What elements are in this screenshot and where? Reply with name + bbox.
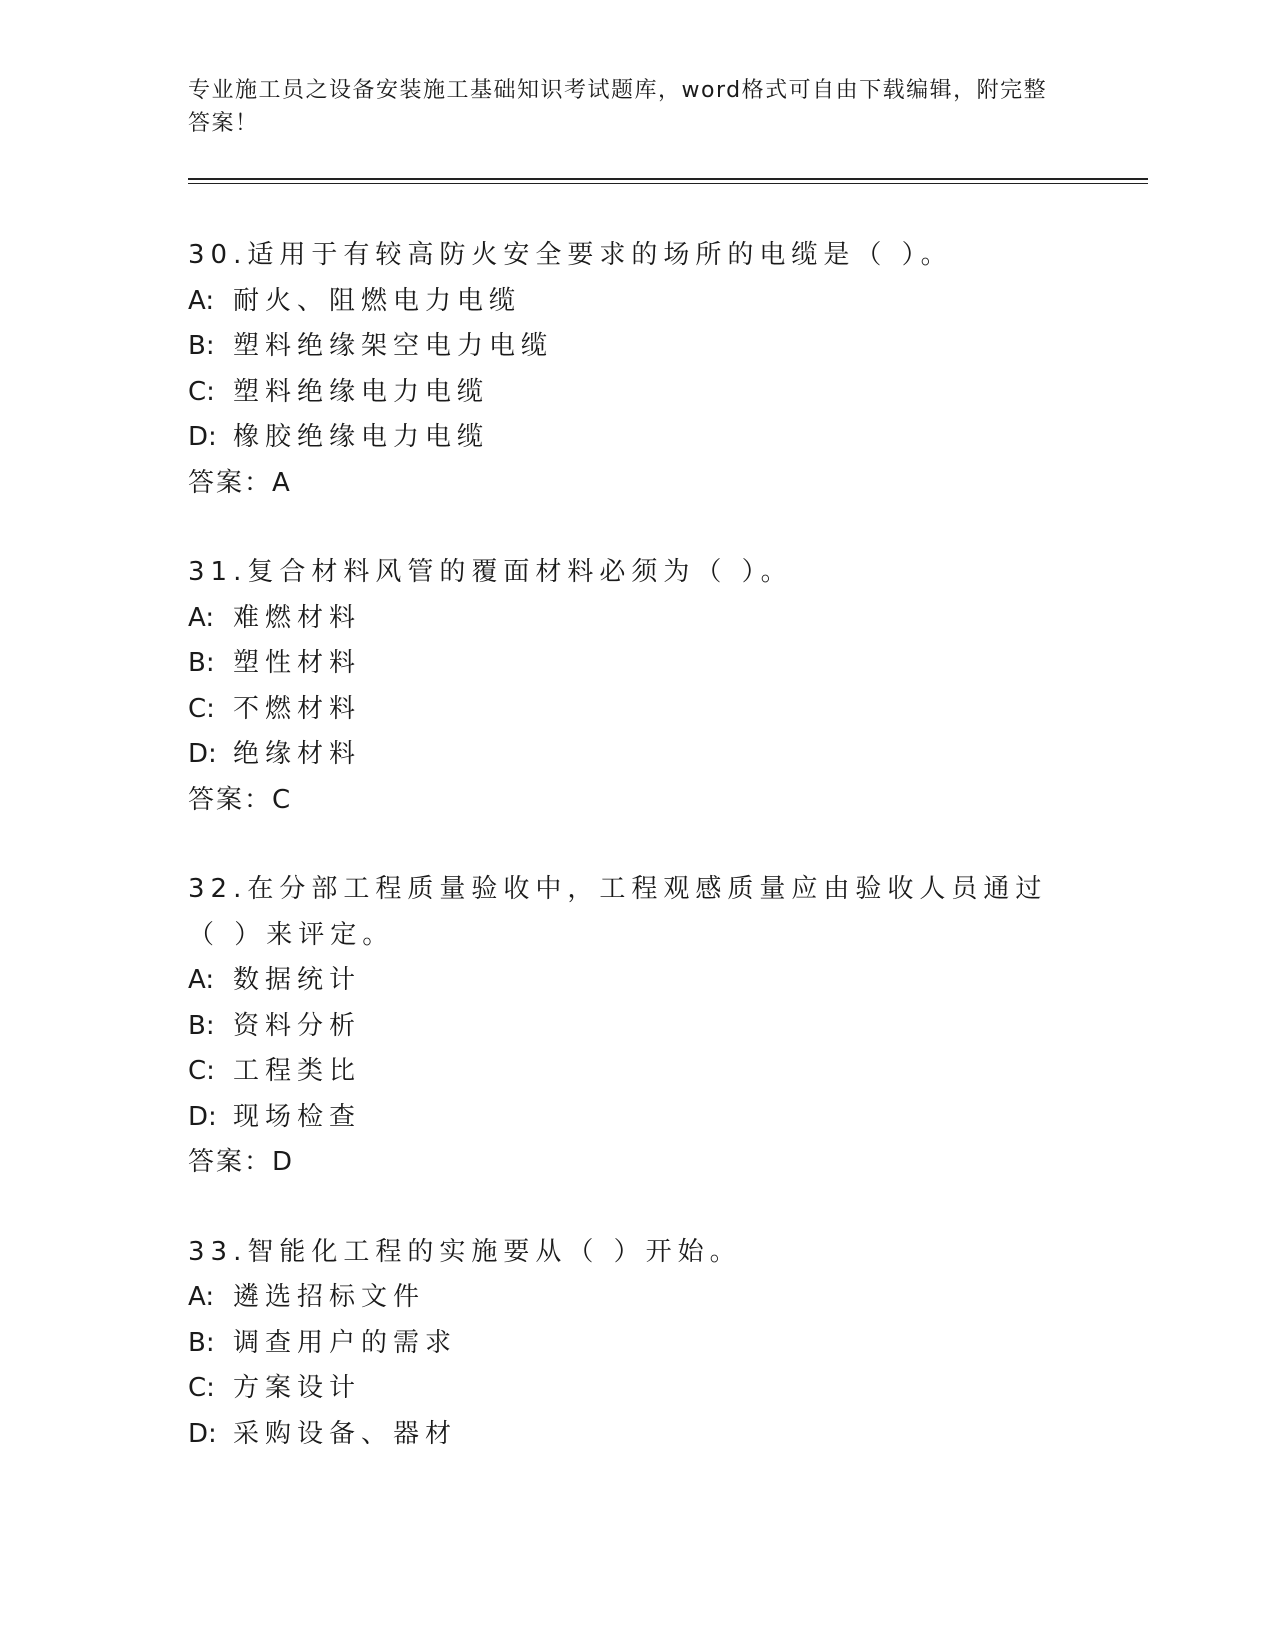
question-32 [188,867,1148,1186]
option-label: D: [188,422,217,452]
option-b [188,641,1148,687]
option-c [188,1366,1148,1412]
option-label: A: [188,965,215,995]
option-label: B: [188,1327,215,1358]
option-label: C: [188,1373,215,1403]
option-text: 塑料绝缘电力电缆 [233,376,490,407]
option-text: 现场检查 [233,1101,362,1132]
option-d [188,415,1148,461]
option-label: C: [188,1056,215,1086]
option-label: C: [188,693,215,724]
option-label: B: [188,648,215,678]
option-text: 工程类比 [233,1056,362,1086]
question-stem: 32.在分部工程质量验收中，工程观感质量应由验收人员通过（ ）来评定。 [188,874,1048,950]
option-text: 绝缘材料 [233,739,362,769]
option-a [188,279,1148,325]
document-header: 专业施工员之设备安装施工基础知识考试题库，word格式可自由下载编辑，附完整答案！ [188,78,1048,136]
option-b [188,1321,1148,1367]
option-text: 调查用户的需求 [233,1327,458,1358]
option-d [188,1412,1148,1458]
option-label: D: [188,1101,217,1132]
question-33 [188,1230,1148,1458]
option-c [188,370,1148,416]
option-text: 采购设备、器材 [233,1418,458,1449]
option-text: 遴选招标文件 [233,1282,426,1312]
option-a [188,958,1148,1004]
question-stem: 31.复合材料风管的覆面材料必须为（ ）。 [188,557,793,587]
option-b [188,324,1148,370]
option-text: 数据统计 [233,965,362,995]
option-text: 资料分析 [233,1010,362,1041]
option-label: A: [188,602,215,633]
option-d [188,1095,1148,1141]
answer-line: 答案：A [188,467,292,498]
option-text: 方案设计 [233,1373,362,1403]
option-c [188,687,1148,733]
answer-line: 答案：C [188,784,293,815]
option-text: 难燃材料 [233,602,362,633]
option-text: 塑性材料 [233,648,362,678]
question-list [188,233,1148,1501]
question-stem: 30.适用于有较高防火安全要求的场所的电缆是（ ）。 [188,240,953,270]
option-text: 耐火、阻燃电力电缆 [233,285,522,316]
option-label: A: [188,1282,215,1312]
option-label: D: [188,1418,217,1449]
option-d [188,732,1148,778]
option-text: 塑料绝缘架空电力电缆 [233,331,554,361]
option-text: 橡胶绝缘电力电缆 [233,422,490,452]
option-label: B: [188,1010,215,1041]
option-label: A: [188,285,215,316]
option-c [188,1049,1148,1095]
option-label: B: [188,331,215,361]
option-label: D: [188,739,217,769]
question-30 [188,233,1148,506]
option-b [188,1004,1148,1050]
option-a [188,1275,1148,1321]
option-text: 不燃材料 [233,693,362,724]
question-stem: 33.智能化工程的实施要从（ ）开始。 [188,1236,742,1267]
question-31 [188,550,1148,823]
header-divider [188,178,1148,184]
option-label: C: [188,376,215,407]
answer-line: 答案：D [188,1147,295,1177]
option-a [188,596,1148,642]
